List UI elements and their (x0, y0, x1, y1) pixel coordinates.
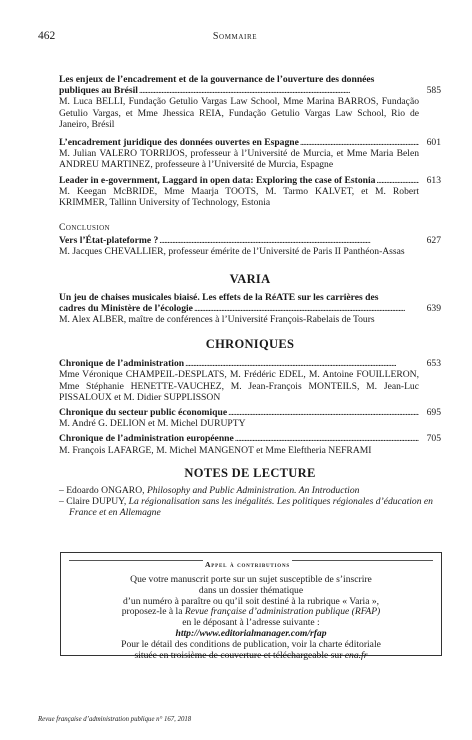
toc-entry (59, 433, 441, 455)
box-text (69, 575, 433, 661)
leader-dots (376, 175, 419, 186)
entry-authors: M. Luca BELLI, Fundação Getulio Vargas Law School, Mme Marina BARROS, Fundação Getulio Vargas, et Mme Jhessica REIA, Fundação Getulio Vargas Law School, Rio de Janeiro, Brésil (59, 96, 419, 130)
entry-authors: M. André G. DELION et M. Michel DURUPTY (59, 418, 246, 430)
leader-dots (235, 433, 419, 444)
entry-title: Chronique du secteur public économique (59, 407, 228, 419)
leader-dots (185, 358, 419, 369)
box-inner-rule (69, 560, 433, 661)
entry-title-last (59, 303, 419, 314)
toc-top-entries (59, 74, 441, 518)
entry-title: Chronique de l’administration (59, 358, 185, 370)
note-title: La régionalisation sans les inégalités. Les politiques régionales d’éducation en France et en Allemagne (69, 496, 433, 519)
entry-authors: M. Julian VALERO TORRIJOS, professeur à l’Université de Murcia, et Mme Maria Belen ANDREU MARTINEZ, professeure à l’Université de Murcia, Espagne (59, 148, 419, 171)
note-item (59, 485, 441, 496)
running-head: Sommaire (212, 31, 258, 42)
entry-title-last (59, 407, 419, 418)
box-line: d’un numéro à paraître ou qu’il soit destiné à la rubrique « Varia », (122, 595, 380, 607)
entry-authors: M. François LAFARGE, M. Michel MANGENOT et Mme Eleftheria NEFRAMI (59, 444, 372, 456)
entry-title-last (59, 433, 419, 444)
box-text-span: située en troisième de couverture et téléchargeable sur (134, 649, 345, 661)
entry-title: Leader in e-government, Laggard in open data: Exploring the case of Estonia (59, 174, 376, 186)
box-line: dans un dossier thématique (198, 584, 304, 596)
conclusion-label: Conclusion (59, 222, 110, 234)
leader-dots (194, 303, 419, 314)
url-text[interactable]: http://www.editorialmanager.com/rfap (175, 627, 327, 639)
entry-title: Vers l’État-plateforme ? (59, 235, 159, 247)
note-author: – Edoardo ONGARO, (59, 484, 147, 496)
entry-title-last (59, 175, 419, 186)
toc-entry (59, 74, 441, 130)
page-number: 462 (38, 30, 56, 42)
toc-entry (59, 358, 441, 403)
journal-name: Revue française d’administration publique (RFAP) (184, 606, 381, 618)
entry-page: 705 (426, 433, 441, 445)
section-heading-notes: NOTES DE LECTURE (184, 465, 316, 480)
entry-title-last (59, 358, 419, 369)
leader-dots (139, 85, 419, 96)
page-header (38, 30, 432, 44)
note-title: Philosophy and Public Administration. An Introduction (146, 484, 360, 496)
entry-authors: M. Keegan McBRIDE, Mme Maarja TOOTS, M. Tarmo KALVET, et M. Robert KRIMMER, Tallinn University of Technology, Estonia (59, 185, 419, 209)
page-footer: Revue française d’administration publique n° 167, 2018 (38, 716, 192, 723)
entry-title: publiques au Brésil (59, 85, 138, 97)
section-heading-varia: VARIA (229, 271, 271, 286)
entry-title: Chronique de l’administration européenne (59, 433, 234, 445)
entry-title-last (59, 137, 419, 148)
toc-entry (59, 137, 441, 171)
entry-page: 695 (426, 407, 441, 419)
section-heading-chroniques: CHRONIQUES (205, 337, 295, 352)
box-title: Appel à contributions (205, 560, 290, 569)
entry-title-line: Un jeu de chaises musicales biaisé. Les effets de la RéATE sur les carrières des (59, 291, 379, 303)
entry-authors: M. Alex ALBER, maître de conférences à l’Université François-Rabelais de Tours (59, 314, 375, 326)
box-line: Que votre manuscrit porte sur un sujet susceptible de s’inscrire (130, 574, 372, 585)
box-line: en le déposant à l’adresse suivante : (182, 617, 320, 629)
entry-authors: Mme Véronique CHAMPEIL-DESPLATS, M. Frédéric EDEL, M. Antoine FOUILLERON, Mme Stéphanie HENETTE-VAUCHEZ, M. Jean-François MONTEILS, M. Jean-Luc PISSALOUX et M. Didier SUPPLISSON (59, 369, 419, 403)
entry-page: 585 (426, 85, 441, 96)
toc-entry (59, 292, 441, 326)
site-link[interactable]: ena.fr (344, 649, 368, 661)
entry-title: cadres du Ministère de l’écologie (59, 302, 193, 314)
note-item (59, 496, 441, 518)
entry-authors: M. Jacques CHEVALLIER, professeur émérite de l’Université de Paris II Panthéon-Assas (59, 246, 405, 258)
entry-page: 601 (426, 137, 441, 149)
entry-page: 639 (426, 302, 441, 314)
entry-title: L’encadrement juridique des données ouvertes en Espagne (59, 137, 299, 149)
leader-dots (228, 407, 419, 418)
entry-title-line: Les enjeux de l’encadrement et de la gouvernance de l’ouverture des données (59, 74, 375, 85)
entry-page: 613 (426, 174, 441, 186)
entry-title-last (59, 85, 419, 96)
toc-entry (59, 235, 441, 257)
entry-page: 627 (426, 235, 441, 247)
box-text-span: proposez-le à la (121, 606, 185, 618)
toc-entry (59, 407, 441, 429)
leader-dots (159, 235, 419, 246)
toc-entry (59, 175, 441, 209)
call-for-contributions-box (60, 552, 442, 661)
box-line: Pour le détail des conditions de publication, voir la charte éditoriale (121, 638, 381, 650)
leader-dots (300, 137, 419, 148)
entry-title-last (59, 235, 419, 246)
note-author: – Claire DUPUY, (59, 496, 129, 508)
entry-page: 653 (426, 358, 441, 370)
box-line (69, 651, 433, 662)
